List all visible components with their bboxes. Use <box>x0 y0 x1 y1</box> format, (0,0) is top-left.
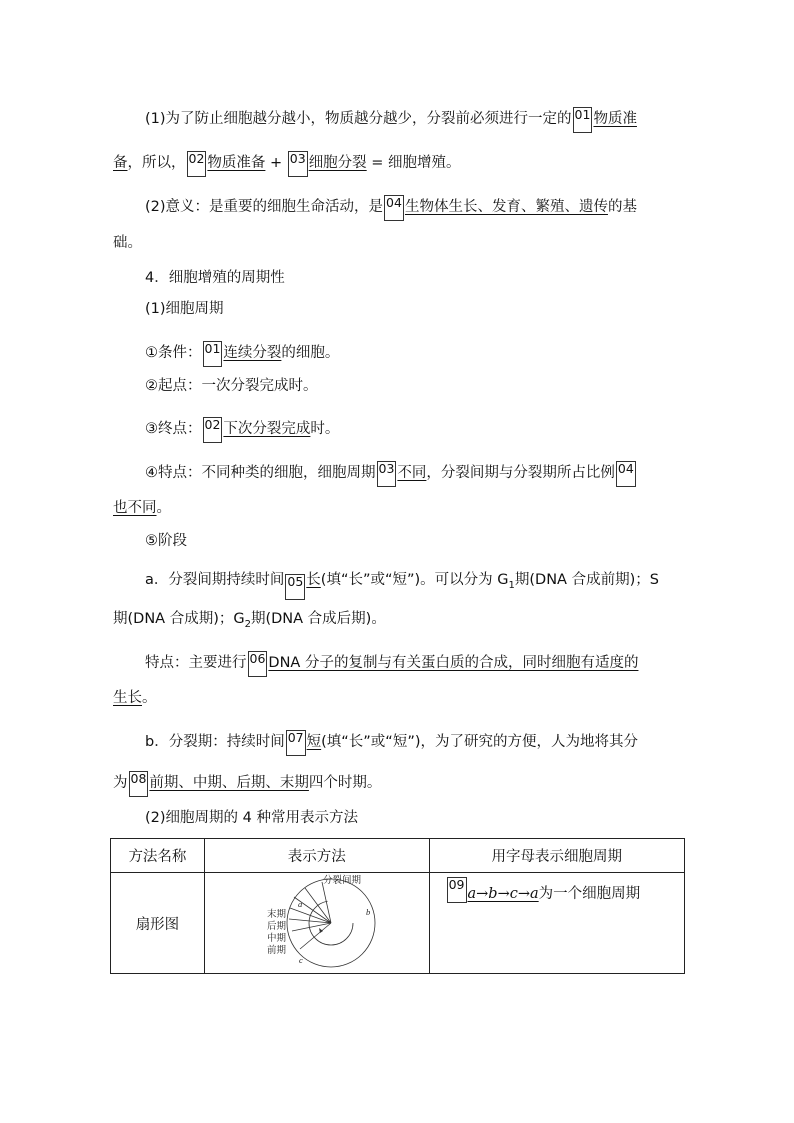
answer-blank: a→b→c→a <box>467 886 539 902</box>
point-b-label: b <box>365 907 371 917</box>
section-heading-4: 4．细胞增殖的周期性 <box>145 270 285 286</box>
answer-number-box: 08 <box>129 771 149 797</box>
phase-label: 后期 <box>266 922 286 932</box>
answer-number-box: 04 <box>616 461 636 487</box>
item-feature: ④特点：不同种类的细胞，细胞周期 03 不同，分裂间期与分裂期所占比例 04 <box>145 457 637 483</box>
para-significance-cont: 础。 <box>113 235 142 251</box>
answer-number-box: 04 <box>384 195 404 221</box>
answer-blank: 备 <box>113 155 128 171</box>
subheading-cell-cycle: (1)细胞周期 <box>145 301 224 317</box>
point-c-label: c <box>298 955 303 965</box>
para-significance: (2)意义：是重要的细胞生命活动，是 04 生物体生长、发育、繁殖、遗传的基 <box>145 191 637 217</box>
phase-label: 前期 <box>266 946 286 956</box>
table-header: 用字母表示细胞周期 <box>429 839 684 873</box>
item-stages: ⑤阶段 <box>145 533 187 549</box>
table-header: 方法名称 <box>111 839 205 873</box>
answer-number-box: 06 <box>248 651 268 677</box>
letter-representation: 09a→b→c→a为一个细胞周期 <box>429 873 684 974</box>
answer-number-box: 03 <box>377 461 397 487</box>
table-header: 表示方法 <box>204 839 429 873</box>
answer-blank: 长 <box>306 572 321 589</box>
answer-blank: 短 <box>306 734 322 750</box>
answer-blank: 前期、中期、后期、末期 <box>149 775 309 791</box>
answer-number-box: 02 <box>203 417 223 443</box>
item-start: ②起点：一次分裂完成时。 <box>145 378 318 394</box>
subheading-methods: (2)细胞周期的 4 种常用表示方法 <box>145 810 358 826</box>
point-a-label: a <box>297 899 303 909</box>
phase-label: 中期 <box>266 934 286 944</box>
table-header-row <box>111 839 685 873</box>
answer-blank: 也不同 <box>113 500 157 516</box>
answer-number-box: 03 <box>288 151 308 177</box>
phase-dividers <box>289 882 331 949</box>
interphase-feature: 特点：主要进行 06 DNA 分子的复制与有关蛋白质的合成，同时细胞有适度的 <box>145 647 638 673</box>
phase-label: 末期 <box>266 910 286 920</box>
answer-blank: 连续分裂 <box>223 345 282 361</box>
item-end: ③终点： 02 下次分裂完成时。 <box>145 413 339 439</box>
answer-blank: 下次分裂完成 <box>223 421 311 437</box>
answer-blank: 生物体生长、发育、繁殖、遗传 <box>404 199 608 215</box>
answer-blank: 不同 <box>397 465 427 481</box>
answer-number-box: 05 <box>285 574 305 600</box>
answer-blank: DNA 分子的复制与有关蛋白质的合成，同时细胞有适度的 <box>268 655 639 671</box>
interphase-label: 分裂间期 <box>322 876 361 886</box>
answer-number-box: 07 <box>286 730 306 756</box>
stage-b-mitosis: b．分裂期：持续时间 07 短(填“长”或“短”)，为了研究的方便，人为地将其分 <box>145 726 638 752</box>
answer-number-box: 01 <box>203 341 223 367</box>
interphase-feature-cont: 生长。 <box>113 690 157 706</box>
item-feature-cont: 也不同。 <box>113 500 171 516</box>
table-row <box>111 873 685 974</box>
answer-number-box: 01 <box>573 107 593 133</box>
answer-blank: 细胞分裂 <box>308 155 367 171</box>
fan-diagram <box>205 873 437 969</box>
item-condition: ①条件： 01 连续分裂的细胞。 <box>145 337 339 363</box>
stage-a-interphase: a．分裂间期持续时间 05 长(填“长”或“短”)。可以分为 $G_1$期(DNA 合成前期)；S <box>145 570 659 596</box>
answer-number-box: 09 <box>447 877 467 903</box>
para-material-prep: (1)为了防止细胞越分越小，物质越分越少，分裂前必须进行一定的 01 物质准 <box>145 103 637 129</box>
para-material-prep-cont: 备，所以， 02 物质准备 + 03 细胞分裂 = 细胞增殖。 <box>113 147 461 173</box>
fan-diagram-cell <box>204 873 429 974</box>
answer-blank: 物质准 <box>593 111 637 127</box>
methods-table <box>110 838 685 974</box>
answer-blank: 生长 <box>113 690 142 706</box>
method-name: 扇形图 <box>111 873 205 974</box>
stage-a-interphase-cont: 期(DNA 合成期)；$G_2$期(DNA 合成后期)。 <box>113 611 386 630</box>
stage-b-mitosis-cont: 为 08 前期、中期、后期、末期四个时期。 <box>113 767 381 793</box>
answer-blank: 物质准备 <box>207 155 266 171</box>
answer-number-box: 02 <box>187 151 207 177</box>
